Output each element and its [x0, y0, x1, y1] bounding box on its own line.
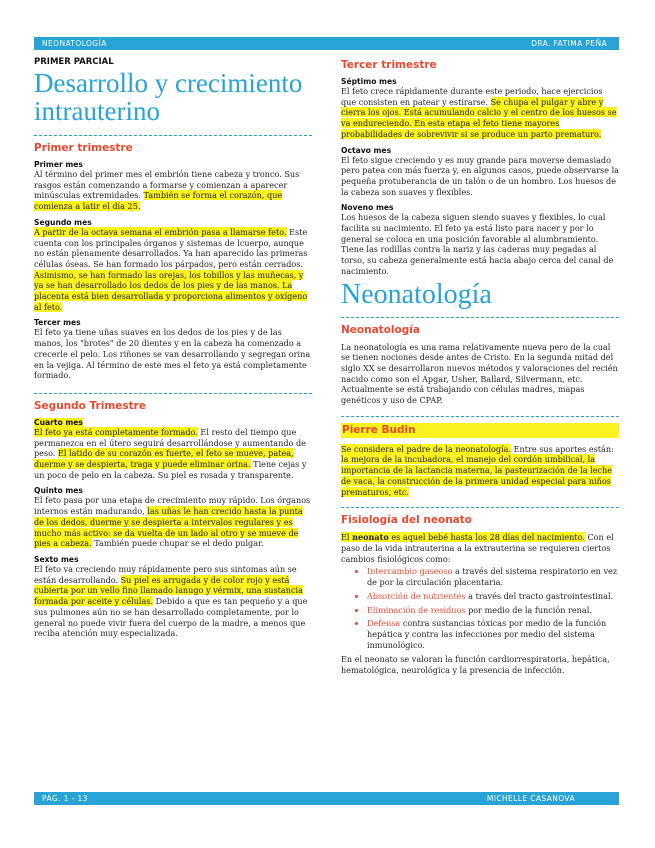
highlight: El feto ya está completamente formado.	[34, 426, 198, 437]
paragraph-neo: La neonatología es una rama relativamente nueva pero de la cual se tienen nociones desde antes de Cristo. En la segunda mitad del siglo XX se desarrollaron nuevos métodos y valoraciones del recién nacido como son el Apgar, Usher, Ballard, Silvermann, etc. Actualmente se está trabajando con células madres, mapas genéticos y uso de CPAP.	[341, 341, 618, 406]
highlight: Se chupa el pulgar y abre y cierra los ojos. Está acumulando calcio y el centro de los huesos se va endureciendo. En esta etapa el feto tiene mayores probabilidades de sobrevivir si se produce un parto prematuro.	[341, 96, 617, 139]
sub-heading-m3: Tercer mes	[34, 318, 81, 328]
list-item	[367, 618, 619, 650]
highlight: También se forma el corazón, que comienza a latir el día 25.	[34, 190, 283, 212]
list-item	[367, 605, 619, 616]
highlight: Su piel es arrugada y de color rojo y está cubierta por un vello fino llamado lanugo y vérmix, una sustancia formada por aceite y células.	[34, 574, 303, 607]
text: El feto pasa por una etapa de crecimiento muy rápido. Los órganos internos están madurando,	[34, 495, 311, 517]
list-term: Eliminación de residuos	[367, 604, 466, 615]
kicker: PRIMER PARCIAL	[34, 57, 114, 67]
paragraph-m7	[341, 86, 619, 140]
left-column	[34, 53, 312, 641]
list-term: Absorción de nutrientes	[367, 590, 466, 601]
highlight: Se considera el padre de la neonatología.	[341, 443, 512, 454]
highlight: Asimismo, se han formado las orejas, los tobillos y las muñecas, y ya se han desarrollado los dedos de los pies y de las manos. La placenta está bien desarrollada y proporciona alimentos y oxígeno al feto.	[34, 269, 308, 312]
list-item	[367, 566, 619, 587]
header-bar	[34, 37, 619, 50]
footer-bar	[34, 792, 619, 805]
paragraph-m9: Los huesos de la cabeza siguen siendo suaves y flexibles, lo cual facilita su nacimiento. El feto ya está listo para nacer y por lo general se coloca en una posición favorable al alumbramiento. Tiene las rodillas contra la nariz y las caderas muy pegadas al torso, su cabeza generalmente está hacia abajo cerca del canal de nacimiento.	[341, 212, 614, 276]
author: MICHELLE CASANOVA	[486, 794, 575, 803]
section-heading-t2: Segundo Trimestre	[34, 399, 146, 412]
text: a través del sistema respiratorio en vez de por la circulación placentaria.	[367, 566, 618, 588]
paragraph-m5	[34, 495, 312, 549]
header-doctor: DRA. FATIMA PEÑA	[531, 39, 607, 48]
section-heading-t1: Primer trimestre	[34, 142, 133, 154]
section-heading-budin	[341, 423, 619, 438]
sub-heading-m6: Sexto mes	[34, 554, 79, 564]
paragraph-m1	[34, 169, 312, 212]
divider	[341, 416, 619, 417]
sub-heading-m9: Noveno mes	[341, 203, 394, 213]
header-course: NEONATOLOGÍA	[42, 39, 107, 48]
divider	[341, 507, 619, 508]
text: El	[341, 532, 353, 543]
sub-heading-m4	[34, 418, 312, 427]
section-heading-t3: Tercer trimestre	[341, 59, 437, 71]
page-number: PÁG. 1 - 13	[42, 794, 88, 803]
divider	[34, 393, 312, 394]
highlight: la mejora de la incubadora, el manejo del cordón umbilical, la importancia de la lactancia materna, la pasteurización de la leche de vaca, la construcción de la primera unidad especial para niños prematuros, etc.	[341, 454, 613, 497]
text: El resto del tiempo que permanezca en el útero seguirá desarrollándose y aumentando de peso.	[34, 426, 306, 459]
text: El feto va creciendo muy rápidamente pero sus sintomas aún se están desarrollando.	[34, 563, 297, 585]
sub-heading-m5: Quinto mes	[34, 486, 83, 496]
highlight: Pierre Budin	[341, 423, 619, 438]
text: Entre sus aportes están:	[511, 443, 614, 454]
page-title: Desarrollo y crecimiento intrauterino	[34, 68, 303, 126]
paragraph-m4	[34, 427, 312, 481]
section-heading-fisio: Fisiología del neonato	[341, 514, 472, 527]
paragraph-fisio-end: En el neonato se valoran la función cardiorrespiratoria, hepática, hematológica, neurológica y la presencia de infección.	[341, 654, 610, 676]
sub-heading-m1: Primer mes	[34, 160, 83, 169]
highlight: El latido de su corazón es fuerte, el feto se mueve, patea, duerme y se despierta, traga y puede eliminar orina.	[34, 448, 294, 470]
bold-term: neonato	[352, 532, 389, 543]
paragraph-m6	[34, 564, 312, 639]
right-column	[341, 53, 619, 678]
text: Con el paso de la vida intrauterina a la extrauterina se requieren ciertos cambios fisiológicos como:	[341, 532, 614, 564]
paragraph-m2	[34, 227, 312, 313]
paragraph-m8: El feto sigue creciendo y es muy grande para moverse demasiado pero patea con más fuerza y, en algunos casos, puede observarse la pequeña protuberancia de un talón o de un hombro. Los huesos de la cabeza son suaves y flexibles.	[341, 154, 619, 197]
change-list	[341, 566, 619, 650]
highlight	[341, 532, 585, 542]
text: Tiene cejas y un poco de pelo en la cabeza. Su piel es rosada y transparente.	[34, 459, 307, 480]
text: contra sustancias tóxicas por medio de la función hepática y contra las infecciones por medio del sistema inmunológico.	[367, 618, 607, 650]
text: El feto crece rápidamente durante este periodo, hace ejercicios que consisten en patear y estirarse.	[341, 86, 603, 107]
list-term: Intercambio gaseoso	[367, 566, 453, 577]
sub-heading-m2: Segundo mes	[34, 217, 92, 227]
neonatology-title: Neonatología	[341, 278, 492, 310]
text: Este cuenta con los principales órganos y sistemas de lcuerpo, aunque no están plenamente desarrollados. Ya han aparecido las primeras células óseas. Se han formado los párpados, pero están cerrados.	[34, 226, 308, 269]
divider	[341, 317, 619, 318]
list-term: Defensa	[367, 618, 401, 629]
sub-heading-m7: Séptimo mes	[341, 77, 397, 86]
text: También puede chupar se el dedo pulgar.	[91, 538, 264, 549]
text: Debido a que es tan pequeño y a que sus pulmones aún no se han desarrollado completamente, por lo general no puede vivir fuera del cuerpo de la madre, a menos que reciba atención muy especializada.	[34, 596, 308, 639]
highlight: A partir de la octava semana el embrión pasa a llamarse feto.	[34, 226, 287, 237]
text: Al término del primer mes el embrión tiene cabeza y tronco. Sus rasgos están comenzando a formarse y comienzan a aparecer minúsculas extremidades.	[34, 169, 300, 201]
paragraph-m3: El feto ya tiene uñas suaves en los dedos de los pies y de las manos, los "brotes" de 20 dientes y en la cabeza ha comenzado a crecerle el pelo. Los riñones se van desarrollando y segregan orina en la vejiga. Al término de este mes el feto ya está completamente formado.	[34, 327, 311, 381]
highlight: las uñas le han crecido hasta la punta de los dedos, duerme y se despierta a intervalos regulares y es mucho más activo: se da vuelta de un lado al otro y se mueve de pies a cabeza.	[34, 506, 303, 549]
divider	[34, 135, 312, 136]
section-heading-neo: Neonatología	[341, 323, 420, 336]
text: a través del tracto gastrointestinal.	[465, 590, 614, 601]
paragraph-fisio	[341, 532, 619, 564]
list-item	[367, 591, 619, 602]
text: es aquel bebé hasta los 28 días del nacimiento.	[388, 532, 585, 543]
sub-heading-m8: Octavo mes	[341, 145, 392, 155]
text: por medio de la función renal.	[465, 604, 592, 615]
highlight: Cuarto mes	[34, 417, 83, 427]
paragraph-budin	[341, 444, 619, 498]
